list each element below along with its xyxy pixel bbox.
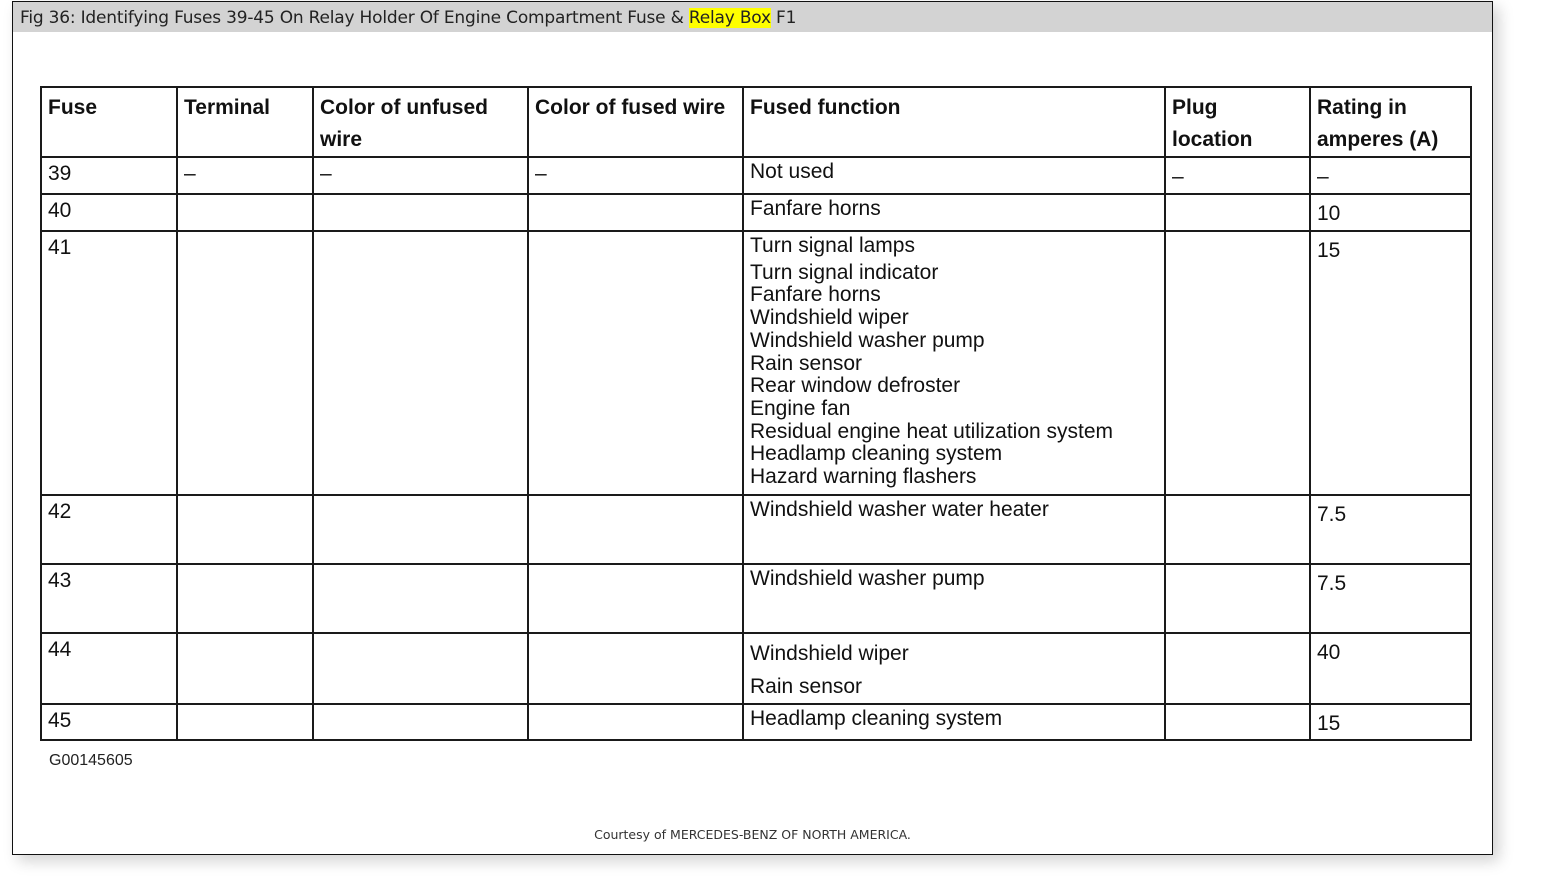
- fuse-table: [40, 86, 1472, 741]
- cell-unfused-wire: [313, 194, 528, 231]
- table-row: [41, 157, 1471, 194]
- function-item: Engine fan: [750, 396, 851, 420]
- cell-terminal: [177, 633, 313, 704]
- cell-unfused-wire: [313, 231, 528, 495]
- table-row: [41, 564, 1471, 633]
- table-row: [41, 704, 1471, 740]
- header-fused-wire: Color of fused wire: [528, 87, 743, 157]
- function-list: [750, 499, 1158, 522]
- table-row: [41, 495, 1471, 564]
- function-item: Rear window defroster: [750, 374, 961, 398]
- cell-fuse: 45: [41, 704, 177, 740]
- table-row: [41, 633, 1471, 704]
- title-prefix: Fig 36: Identifying Fuses 39-45 On Relay Holder Of Engine Compartment Fuse &: [20, 8, 689, 28]
- cell-plug-location: [1165, 231, 1310, 495]
- figure-title: [13, 2, 1492, 32]
- function-item: Fanfare horns: [750, 197, 881, 220]
- title-highlight: Relay Box: [688, 8, 771, 28]
- cell-fused-function: [743, 633, 1165, 704]
- cell-plug-location: [1165, 194, 1310, 231]
- cell-unfused-wire: –: [313, 157, 528, 194]
- function-item: Windshield washer pump: [750, 567, 985, 590]
- courtesy-note: Courtesy of MERCEDES-BENZ OF NORTH AMERICA.: [594, 827, 911, 842]
- table-row: [41, 231, 1471, 495]
- function-list: [750, 198, 1158, 221]
- cell-rating: 7.5: [1310, 564, 1471, 633]
- function-item: Windshield washer water heater: [750, 498, 1049, 521]
- cell-fused-wire: [528, 633, 743, 704]
- function-item: Rain sensor: [750, 351, 863, 375]
- cell-fused-function: [743, 231, 1165, 495]
- cell-terminal: –: [177, 157, 313, 194]
- function-list: [750, 161, 1158, 184]
- function-list: [750, 637, 1158, 703]
- cell-fused-function: [743, 704, 1165, 740]
- cell-fused-function: [743, 564, 1165, 633]
- cell-fuse: 41: [41, 231, 177, 495]
- cell-fuse: 40: [41, 194, 177, 231]
- cell-unfused-wire: [313, 564, 528, 633]
- function-list: [750, 708, 1158, 731]
- figure-id: G00145605: [49, 752, 133, 769]
- table-header-row: [41, 87, 1471, 157]
- function-item: Rain sensor: [750, 675, 863, 698]
- table-row: [41, 194, 1471, 231]
- function-item: Turn signal indicator: [750, 260, 939, 284]
- cell-plug-location: [1165, 564, 1310, 633]
- header-plug-location: Plug location: [1165, 87, 1310, 157]
- cell-rating: –: [1310, 157, 1471, 194]
- function-item: Fanfare horns: [750, 283, 881, 307]
- cell-unfused-wire: [313, 495, 528, 564]
- cell-fused-wire: [528, 564, 743, 633]
- figure-frame: [12, 1, 1493, 855]
- function-item: Hazard warning flashers: [750, 465, 977, 489]
- function-item: Windshield wiper: [750, 642, 909, 665]
- function-item: Windshield washer pump: [750, 328, 985, 352]
- cell-plug-location: [1165, 495, 1310, 564]
- cell-fused-wire: –: [528, 157, 743, 194]
- cell-rating: 15: [1310, 704, 1471, 740]
- cell-plug-location: –: [1165, 157, 1310, 194]
- cell-rating: 10: [1310, 194, 1471, 231]
- cell-fused-wire: [528, 231, 743, 495]
- cell-terminal: [177, 704, 313, 740]
- header-fuse: Fuse: [41, 87, 177, 157]
- function-item: Headlamp cleaning system: [750, 707, 1003, 730]
- cell-fused-wire: [528, 495, 743, 564]
- function-list: [750, 235, 1158, 489]
- cell-plug-location: [1165, 633, 1310, 704]
- cell-terminal: [177, 564, 313, 633]
- cell-fuse: 42: [41, 495, 177, 564]
- header-fused-function: Fused function: [743, 87, 1165, 157]
- cell-fused-wire: [528, 194, 743, 231]
- cell-fused-wire: [528, 704, 743, 740]
- function-item: Not used: [750, 160, 835, 183]
- header-terminal: Terminal: [177, 87, 313, 157]
- cell-rating: 15: [1310, 231, 1471, 495]
- header-rating: Rating in amperes (A): [1310, 87, 1471, 157]
- cell-plug-location: [1165, 704, 1310, 740]
- function-list: [750, 568, 1158, 591]
- cell-fuse: 43: [41, 564, 177, 633]
- header-unfused-wire: Color of unfused wire: [313, 87, 528, 157]
- cell-rating: 7.5: [1310, 495, 1471, 564]
- cell-fused-function: [743, 495, 1165, 564]
- cell-fused-function: [743, 157, 1165, 194]
- cell-fused-function: [743, 194, 1165, 231]
- function-item: Turn signal lamps: [750, 234, 915, 257]
- cell-unfused-wire: [313, 704, 528, 740]
- cell-terminal: [177, 495, 313, 564]
- cell-rating: 40: [1310, 633, 1471, 704]
- function-item: Residual engine heat utilization system: [750, 419, 1114, 443]
- cell-fuse: 44: [41, 633, 177, 704]
- cell-unfused-wire: [313, 633, 528, 704]
- title-suffix: F1: [770, 8, 797, 28]
- function-item: Windshield wiper: [750, 306, 909, 330]
- function-item: Headlamp cleaning system: [750, 442, 1003, 466]
- cell-terminal: [177, 231, 313, 495]
- table-body: [41, 157, 1471, 740]
- cell-terminal: [177, 194, 313, 231]
- cell-fuse: 39: [41, 157, 177, 194]
